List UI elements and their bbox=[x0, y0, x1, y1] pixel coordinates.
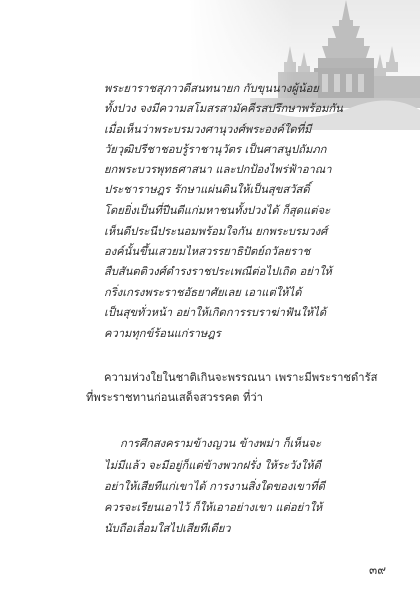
narrative-line: ความห่วงใยในชาติเกินจะพรรณนา เพราะมีพระราชดำรัส bbox=[104, 371, 378, 384]
narrative-line: ที่พระราชทานก่อนเสด็จสวรรคต ที่ว่า bbox=[86, 391, 263, 404]
quote-1-line: ความทุกข์ร้อนแก่ราษฎร bbox=[104, 327, 221, 340]
quote-1-line: วัยวุฒิปรีชาชอบรู้ราชานุวัตร เป็นศาสนูปถัมภก bbox=[104, 143, 327, 156]
quote-1-line: ประชาราษฎร รักษาแผ่นดินให้เป็นสุขสวัสดิ์ bbox=[104, 183, 310, 196]
quote-2-line: อย่าให้เสียทีแก่เขาได้ การงานสิ่งใดของเขาที่ดี bbox=[104, 480, 325, 493]
quote-1-line: โดยยิ่งเป็นที่ปีนดีแก่มหาชนทั้งปวงได้ ก็สุดแต่จะ bbox=[104, 204, 331, 217]
quote-1-line: กริ่งเกรงพระราชอัธยาศัยเลย เอาแต่ให้ได้ bbox=[104, 286, 302, 299]
quote-2-line: การศึกสงครามข้างญวน ข้างพม่า ก็เห็นจะ bbox=[120, 437, 321, 450]
quote-1-line: องค์นั้นขึ้นเสวยมไหสวรรยาธิปัตย์ถวัลยราช bbox=[104, 245, 311, 258]
quote-1-line: เมื่อเห็นว่าพระบรมวงศานุวงศ์พระองค์ใดที่มี bbox=[104, 123, 312, 136]
quote-1-line: เป็นสุขทั่วหน้า อย่าให้เกิดการรบราฆ่าฟันให้ได้ bbox=[104, 306, 327, 319]
quote-2-line: นับถือเลื่อมใสไปเสียทีเดียว bbox=[104, 522, 231, 535]
quote-1-line: เห็นดีประนีประนอมพร้อมใจกัน ยกพระบรมวงศ์ bbox=[104, 225, 328, 238]
quote-1-line: ยกพระบวรพุทธศาสนา และปกป้องไพร่ฟ้าอาณา bbox=[104, 163, 332, 176]
quote-2-line: ไม่มีแล้ว จะมีอยู่ก็แต่ข้างพวกฝรั่ง ให้ระวังให้ดี bbox=[104, 459, 321, 472]
quote-2-line: ควรจะเรียนเอาไว้ ก็ให้เอาอย่างเขา แต่อย่าให้ bbox=[104, 501, 323, 514]
quote-1-line: สืบสันตติวงศ์ดำรงราชประเพณีต่อไปเถิด อย่าให้ bbox=[104, 265, 332, 278]
quote-1-line: พระยาราชสุภาวดีสนทนายก กับขุนนางผู้น้อย bbox=[104, 82, 319, 95]
page-number: ๓๙ bbox=[369, 563, 386, 577]
quote-1-line: ทั้งปวง จงมีความสโมสรสามัคคีรสปรึกษาพร้อมกัน bbox=[104, 102, 343, 115]
